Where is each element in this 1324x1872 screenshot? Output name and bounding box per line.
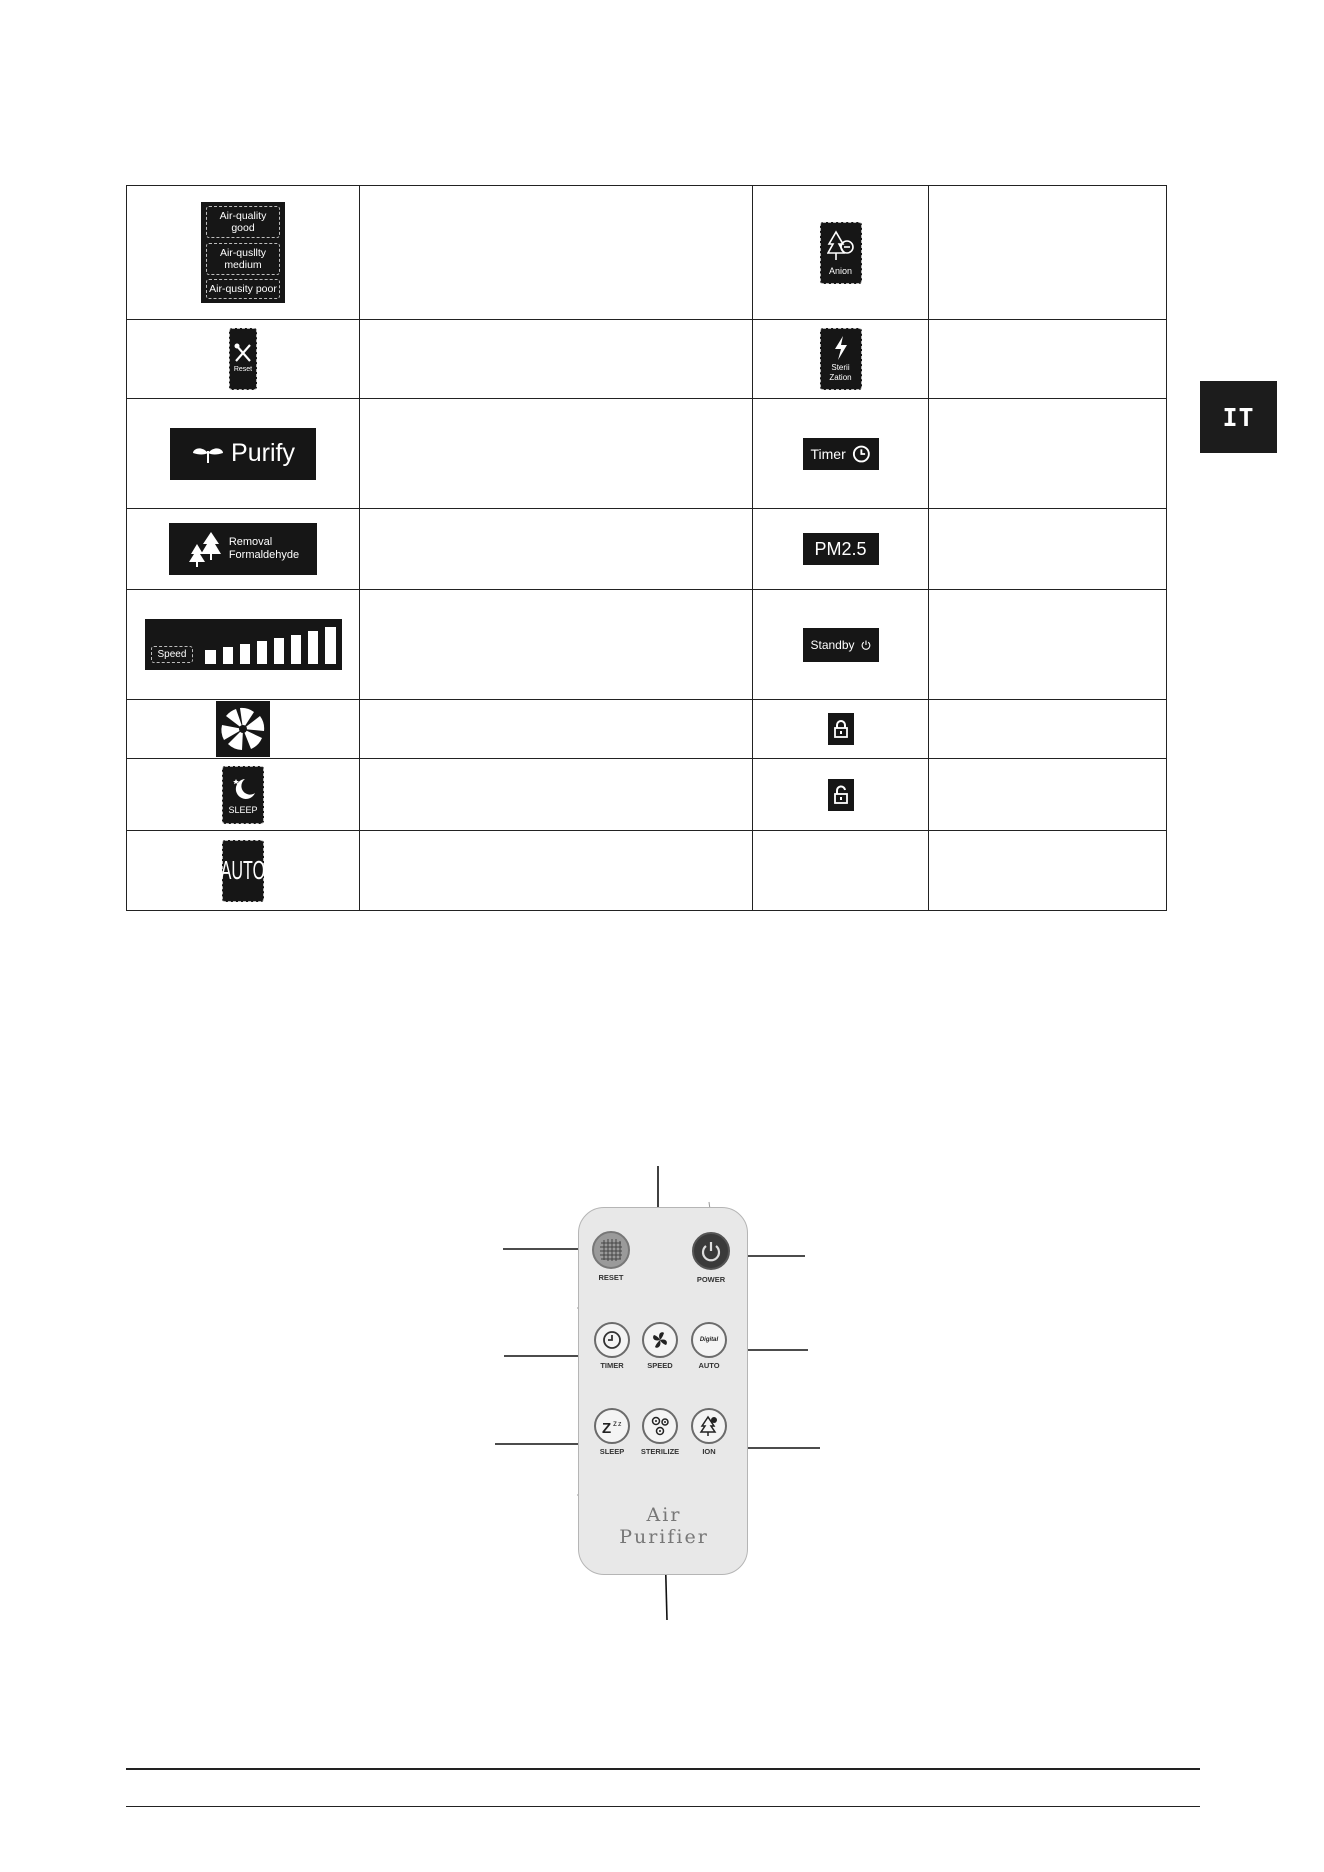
- standby-label: Standby: [810, 637, 855, 652]
- grid-icon: [597, 1236, 625, 1264]
- zzz-icon: [600, 1416, 624, 1436]
- auto-label: AUTO: [220, 855, 266, 885]
- power-icon: [700, 1240, 722, 1262]
- ion-label: ION: [702, 1447, 716, 1456]
- timer-label: TIMER: [600, 1361, 624, 1370]
- sterilize-icon: [649, 1415, 671, 1437]
- reset-label: Reset: [233, 366, 253, 373]
- auto-button[interactable]: [691, 1322, 727, 1358]
- power-button[interactable]: [692, 1232, 730, 1270]
- footer-rule-bottom: [126, 1806, 1200, 1807]
- clock-icon: [601, 1329, 623, 1351]
- tree-icon: [698, 1415, 720, 1437]
- speed-label: Speed: [151, 646, 194, 663]
- sterilize-button[interactable]: [642, 1408, 678, 1444]
- air-quality-good-label: Air-quality good: [206, 206, 280, 238]
- pm25-label: PM2.5: [814, 538, 867, 559]
- sterilization-label: Sterii Zation: [829, 363, 852, 382]
- svg-text:Z: Z: [602, 1420, 612, 1436]
- sleep-button[interactable]: [594, 1408, 630, 1444]
- svg-text:z: z: [618, 1421, 622, 1428]
- reset-button[interactable]: [592, 1231, 630, 1269]
- svg-text:z: z: [613, 1419, 617, 1428]
- speed-label: SPEED: [647, 1361, 673, 1370]
- anion-label: Anion: [828, 265, 853, 276]
- purify-label: Purify: [231, 439, 295, 467]
- speed-button[interactable]: [642, 1322, 678, 1358]
- reset-label: RESET: [598, 1273, 624, 1282]
- language-tab-label: IT: [1222, 402, 1255, 432]
- auto-badge: Digital: [699, 1337, 719, 1343]
- air-quality-medium-label: Air-qusllty medium: [206, 243, 280, 275]
- sleep-label: SLEEP: [599, 1447, 625, 1456]
- sleep-label: SLEEP: [228, 804, 258, 815]
- power-label: POWER: [696, 1275, 726, 1284]
- removal-label: Removal Formaldehyde: [228, 536, 300, 561]
- auto-label: AUTO: [698, 1361, 720, 1370]
- footer-rule-top: [126, 1768, 1200, 1770]
- fan-icon: [649, 1329, 671, 1351]
- timer-label: Timer: [810, 445, 846, 462]
- timer-button[interactable]: [594, 1322, 630, 1358]
- remote-brand: Air Purifier: [619, 1504, 709, 1548]
- sterilize-label: STERILIZE: [640, 1447, 680, 1456]
- remote-control: [578, 1207, 748, 1575]
- ion-button[interactable]: [691, 1408, 727, 1444]
- air-quality-poor-label: Air-qusity poor: [206, 279, 280, 299]
